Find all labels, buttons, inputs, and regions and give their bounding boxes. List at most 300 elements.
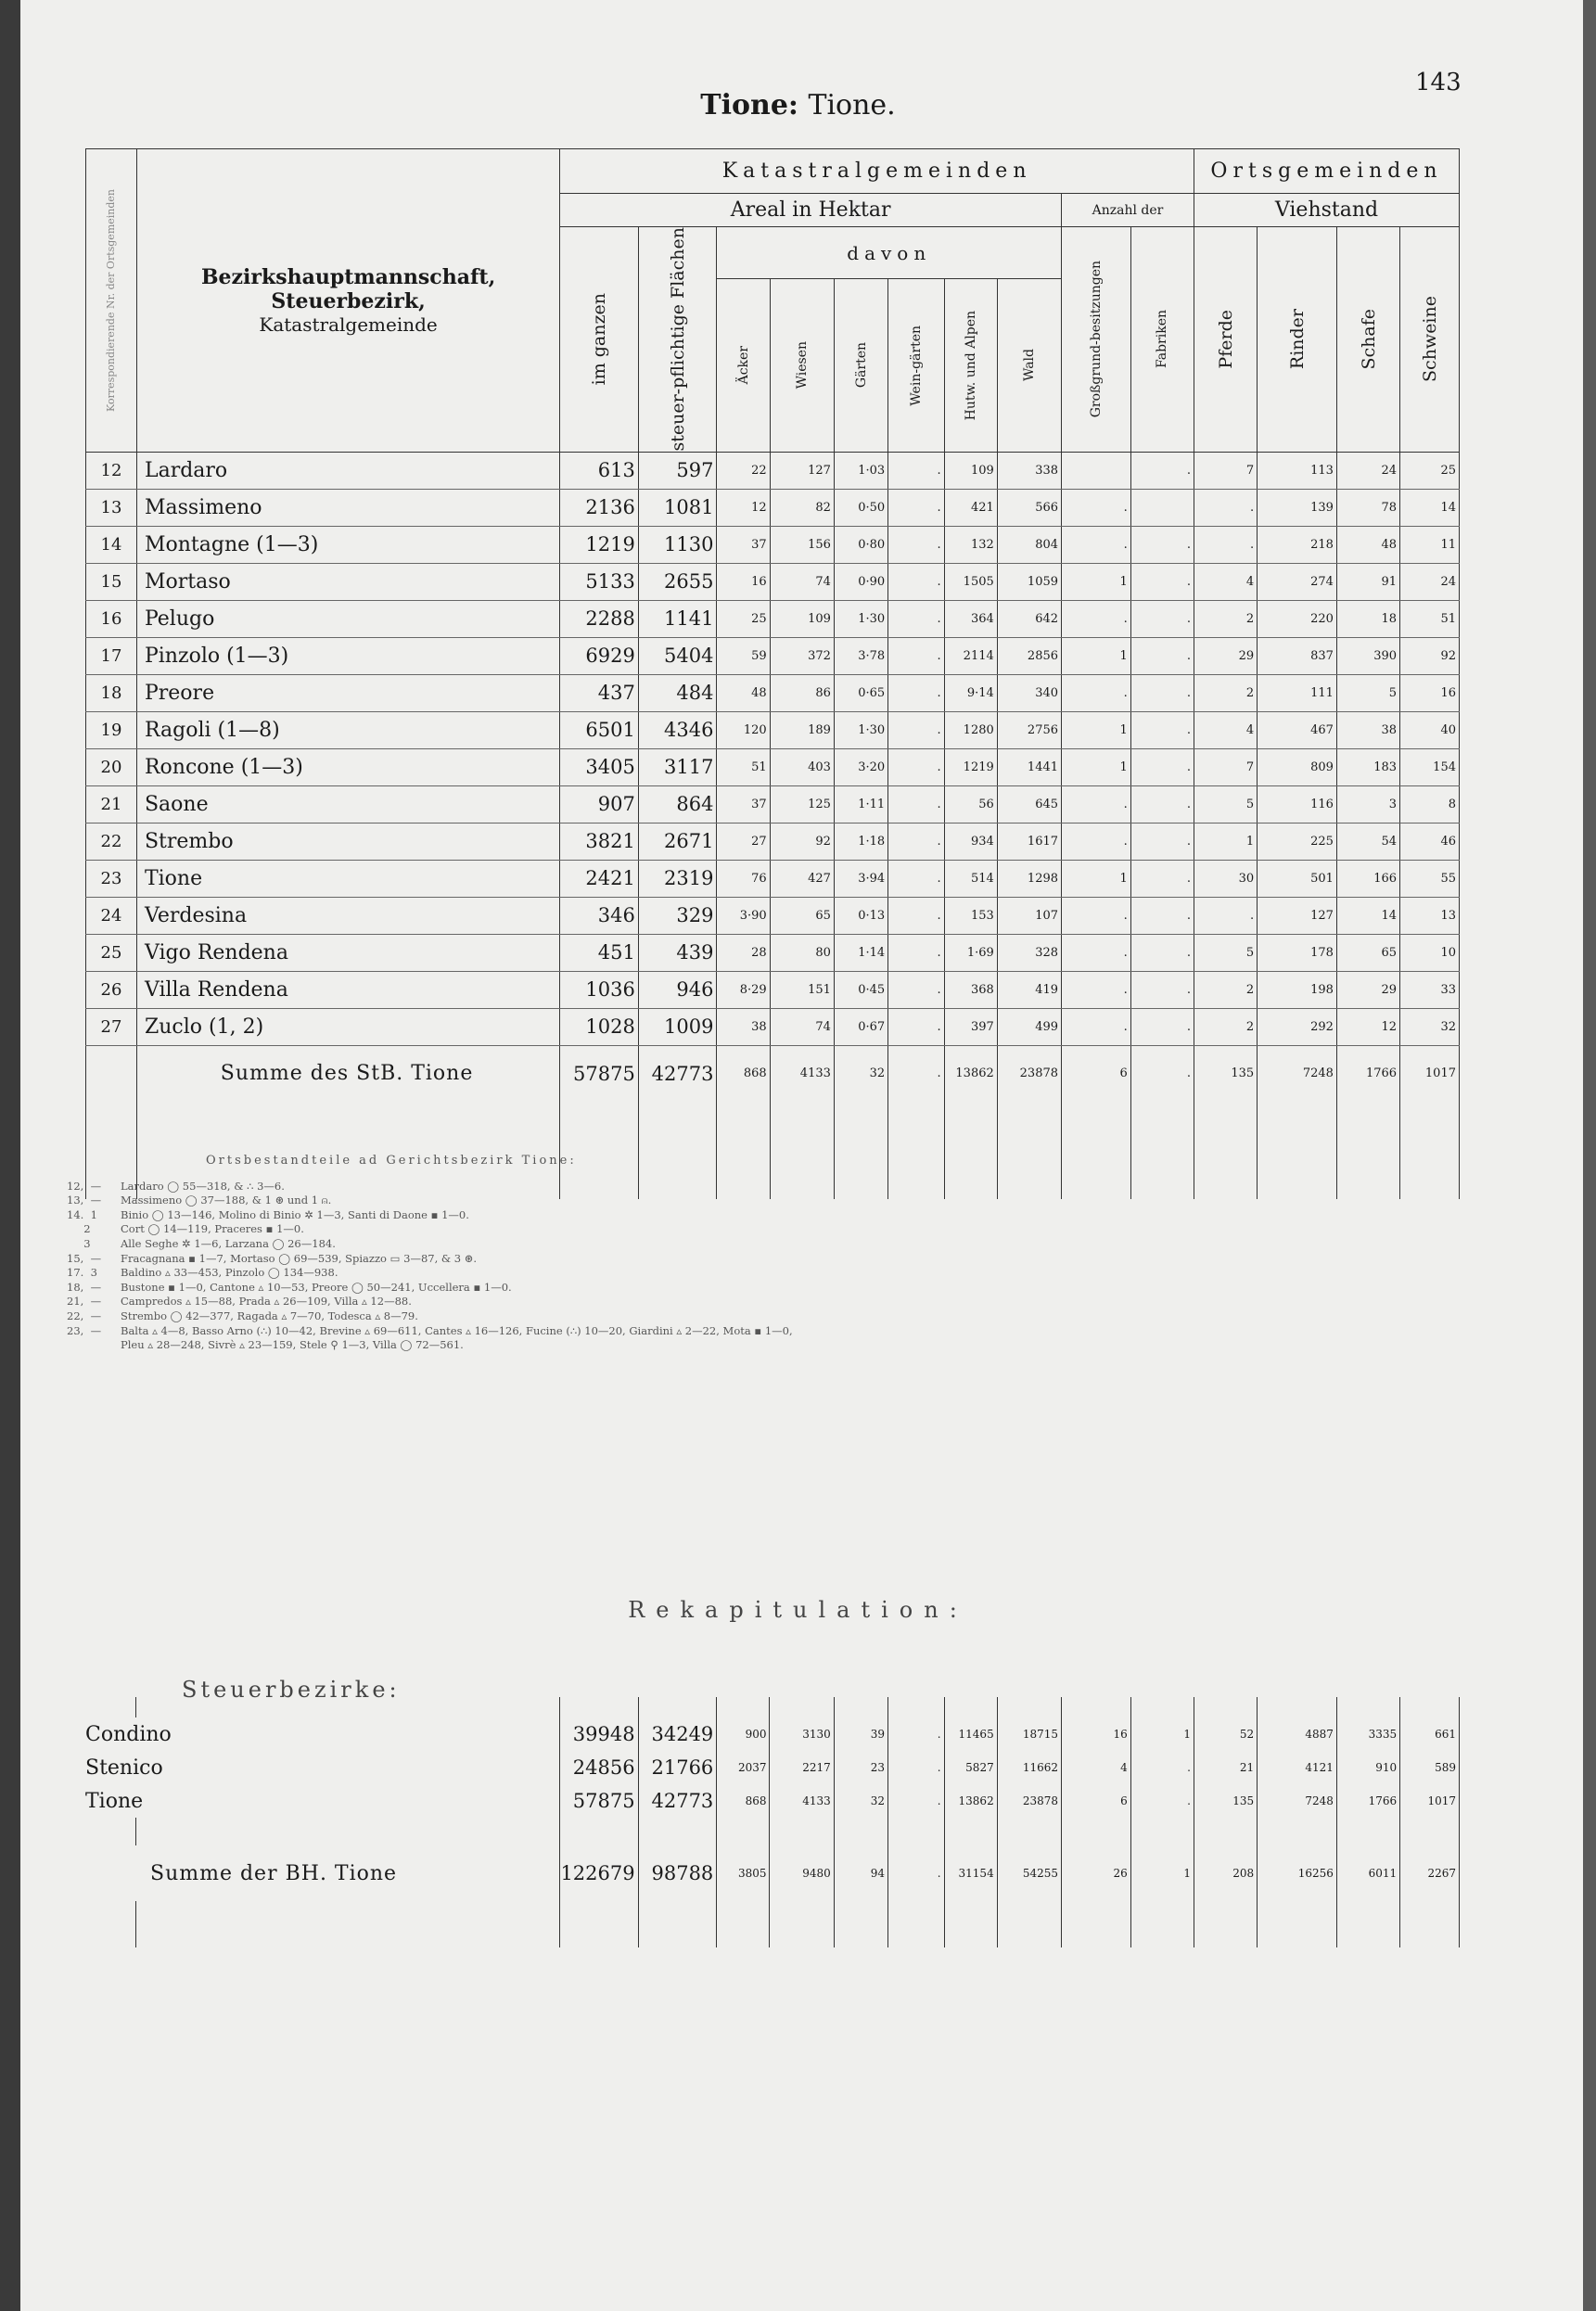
blank-cell [1336, 1818, 1399, 1845]
rekap-head-row [85, 1697, 1460, 1717]
col-schafe: Schafe [1336, 227, 1399, 453]
row-value: 111 [1258, 674, 1337, 711]
row-value: . [1130, 823, 1194, 860]
rekap-value: 1017 [1400, 1784, 1460, 1818]
row-value: 59 [717, 637, 770, 674]
rekap-value: . [888, 1784, 944, 1818]
rekap-value: 39948 [559, 1717, 638, 1751]
note-text: Campredos ▵ 15—88, Prada ▵ 26—109, Villa ▵ 12—88. [121, 1295, 412, 1309]
row-value: . [1194, 526, 1258, 563]
blank-cell [136, 1818, 559, 1845]
row-value: 837 [1258, 637, 1337, 674]
row-value: 934 [944, 823, 997, 860]
row-value: . [1130, 674, 1194, 711]
note-line [67, 1222, 1504, 1237]
blank-cell [888, 1697, 944, 1717]
col-steuerpflichtig: steuer-pflichtige Flächen [638, 227, 717, 453]
row-value: 22 [717, 452, 770, 489]
rekap-sum-value: 26 [1062, 1845, 1131, 1901]
col-hutweiden: Hutw. und Alpen [944, 279, 997, 452]
row-value: . [888, 452, 944, 489]
row-value: 329 [638, 897, 717, 934]
blank-cell [944, 1818, 997, 1845]
row-value: 40 [1400, 711, 1460, 748]
row-value: 1·03 [834, 452, 887, 489]
row-value: 6929 [560, 637, 639, 674]
sum-value: 32 [834, 1045, 887, 1102]
rekap-value: 5827 [944, 1751, 997, 1784]
rekap-value: 39 [834, 1717, 887, 1751]
row-value: 274 [1258, 563, 1337, 600]
row-name: Villa Rendena [136, 971, 559, 1008]
row-value: 1505 [944, 563, 997, 600]
blank-cell [1258, 1697, 1337, 1717]
row-value: 14 [1400, 489, 1460, 526]
row-value: 37 [717, 526, 770, 563]
row-value: 1130 [638, 526, 717, 563]
row-value: . [1062, 823, 1131, 860]
row-value: 74 [770, 1008, 834, 1045]
row-value: . [1062, 897, 1131, 934]
col-rinder: Rinder [1258, 227, 1337, 453]
row-value: 1617 [997, 823, 1061, 860]
rekap-name: Condino [85, 1717, 559, 1751]
row-value: 907 [560, 785, 639, 823]
row-value: 78 [1336, 489, 1399, 526]
row-value: . [1130, 860, 1194, 897]
row-value: 1028 [560, 1008, 639, 1045]
row-value: 2 [1194, 674, 1258, 711]
row-number: 26 [86, 971, 137, 1008]
row-value: 24 [1336, 452, 1399, 489]
col-pferde: Pferde [1194, 227, 1258, 453]
row-name: Saone [136, 785, 559, 823]
row-value: 18 [1336, 600, 1399, 637]
sum-value: 42773 [638, 1045, 717, 1102]
note-line [67, 1194, 1504, 1208]
rekap-gap-row [85, 1818, 1460, 1845]
row-value: 499 [997, 1008, 1061, 1045]
rekap-value: 4121 [1258, 1751, 1337, 1784]
row-value: . [888, 897, 944, 934]
row-name: Pelugo [136, 600, 559, 637]
rekap-value: 6 [1062, 1784, 1131, 1818]
row-value: 1298 [997, 860, 1061, 897]
blank-cell [638, 1901, 717, 1947]
rekap-value: . [1130, 1751, 1194, 1784]
row-value: 1·11 [834, 785, 887, 823]
row-value: 218 [1258, 526, 1337, 563]
blank-cell [559, 1697, 638, 1717]
row-value: . [1062, 1008, 1131, 1045]
blank-cell [1130, 1697, 1194, 1717]
row-value: 642 [997, 600, 1061, 637]
blank-cell [1194, 1901, 1257, 1947]
row-value: 1 [1062, 637, 1131, 674]
row-number: 18 [86, 674, 137, 711]
rekap-row [85, 1717, 1460, 1751]
row-value: 109 [770, 600, 834, 637]
row-name: Ragoli (1—8) [136, 711, 559, 748]
row-name: Lardaro [136, 452, 559, 489]
blank-cell [1062, 1901, 1131, 1947]
row-value: . [888, 785, 944, 823]
sum-value: 135 [1194, 1045, 1258, 1102]
row-value: 7 [1194, 748, 1258, 785]
row-number: 19 [86, 711, 137, 748]
sum-value: 6 [1062, 1045, 1131, 1102]
note-line [67, 1237, 1504, 1252]
row-value: . [1194, 489, 1258, 526]
rekap-sum-value: 6011 [1336, 1845, 1399, 1901]
col-im-ganzen: im ganzen [560, 227, 639, 453]
rekap-value: 900 [717, 1717, 770, 1751]
table-row [86, 489, 1460, 526]
blank-cell [85, 1697, 136, 1717]
group-ortsgemeinden: Ortsgemeinden [1194, 149, 1460, 194]
note-key: 22, — [67, 1309, 102, 1322]
row-value: 10 [1400, 934, 1460, 971]
row-value: . [1130, 934, 1194, 971]
rekap-value: 2217 [770, 1751, 834, 1784]
viehstand-header: Viehstand [1194, 194, 1460, 227]
row-name: Pinzolo (1—3) [136, 637, 559, 674]
note-key: 17. 3 [67, 1266, 97, 1280]
rekap-sum-row [85, 1845, 1460, 1901]
rekap-value: 661 [1400, 1717, 1460, 1751]
row-value: 125 [770, 785, 834, 823]
note-key: 21, — [67, 1295, 102, 1309]
col-grossgrund: Großgrund-besitzungen [1062, 227, 1131, 453]
row-value: 178 [1258, 934, 1337, 971]
row-value: 2319 [638, 860, 717, 897]
col-nr-header: Korrespondierende Nr. der Ortsgemeinden [86, 149, 137, 453]
row-value: . [1130, 897, 1194, 934]
row-value: 189 [770, 711, 834, 748]
row-value: 46 [1400, 823, 1460, 860]
row-value: 3·94 [834, 860, 887, 897]
row-value: 80 [770, 934, 834, 971]
row-value: 3405 [560, 748, 639, 785]
rekapitulation-table [85, 1697, 1460, 1947]
row-value: 92 [1400, 637, 1460, 674]
row-value: . [1130, 711, 1194, 748]
rekap-value: . [1130, 1784, 1194, 1818]
row-value: 340 [997, 674, 1061, 711]
row-value: . [1130, 1008, 1194, 1045]
rekap-value: 4 [1062, 1751, 1131, 1784]
row-value: 864 [638, 785, 717, 823]
row-value: 427 [770, 860, 834, 897]
row-value: . [1194, 897, 1258, 934]
note-key: 2 [67, 1222, 91, 1236]
row-value: 156 [770, 526, 834, 563]
row-value: 3·90 [717, 897, 770, 934]
rekap-value: . [888, 1717, 944, 1751]
note-text: Lardaro ◯ 55—318, & ∴ 3—6. [121, 1179, 285, 1193]
row-value: 139 [1258, 489, 1337, 526]
blank-cell [1258, 1818, 1337, 1845]
row-value: 24 [1400, 563, 1460, 600]
blank-cell [770, 1901, 834, 1947]
note-line [67, 1208, 1504, 1223]
row-value: 5 [1194, 785, 1258, 823]
rekap-sum-value: 208 [1194, 1845, 1257, 1901]
note-key: 18, — [67, 1280, 102, 1294]
row-value: 368 [944, 971, 997, 1008]
row-value: . [1130, 785, 1194, 823]
row-value: 451 [560, 934, 639, 971]
row-value: 1009 [638, 1008, 717, 1045]
row-value: 3·20 [834, 748, 887, 785]
row-value: 403 [770, 748, 834, 785]
row-value: 292 [1258, 1008, 1337, 1045]
row-value: 86 [770, 674, 834, 711]
steuerbezirke-label: Steuerbezirke: [182, 1677, 401, 1703]
rekap-value: 3335 [1336, 1717, 1399, 1751]
blank-cell [1336, 1697, 1399, 1717]
blank-cell [717, 1697, 770, 1717]
blank-cell [770, 1697, 834, 1717]
table-row [86, 674, 1460, 711]
rekap-value: 23 [834, 1751, 887, 1784]
note-text: Cort ◯ 14—119, Praceres ▪ 1—0. [121, 1222, 304, 1236]
sum-value: 23878 [997, 1045, 1061, 1102]
row-value: . [888, 489, 944, 526]
rekap-name: Tione [85, 1784, 559, 1818]
table-row [86, 897, 1460, 934]
row-value: 27 [717, 823, 770, 860]
row-value: 109 [944, 452, 997, 489]
row-value: 2288 [560, 600, 639, 637]
rekap-value: 32 [834, 1784, 887, 1818]
rekap-value: 11662 [997, 1751, 1061, 1784]
rekap-sum-value: 9480 [770, 1845, 834, 1901]
row-value: . [1062, 785, 1131, 823]
row-value: . [1062, 971, 1131, 1008]
blank-cell [1062, 1697, 1131, 1717]
row-value: 346 [560, 897, 639, 934]
rekap-sum-value: 3805 [717, 1845, 770, 1901]
row-value: 6501 [560, 711, 639, 748]
row-value: 25 [1400, 452, 1460, 489]
note-key: 12, — [67, 1179, 102, 1193]
table-row [86, 563, 1460, 600]
row-value: 5 [1336, 674, 1399, 711]
row-value: 597 [638, 452, 717, 489]
row-value: 514 [944, 860, 997, 897]
row-value: 153 [944, 897, 997, 934]
note-line [67, 1281, 1504, 1296]
rekap-value: 910 [1336, 1751, 1399, 1784]
rekap-sum-value: 31154 [944, 1845, 997, 1901]
row-value: 1 [1062, 563, 1131, 600]
row-value: 51 [1400, 600, 1460, 637]
row-value: 225 [1258, 823, 1337, 860]
row-value: 16 [1400, 674, 1460, 711]
row-value: 132 [944, 526, 997, 563]
sum-value: 4133 [770, 1045, 834, 1102]
blank-cell [997, 1901, 1061, 1947]
row-value: 116 [1258, 785, 1337, 823]
row-value: 2671 [638, 823, 717, 860]
row-value: 1 [1062, 748, 1131, 785]
row-value: 364 [944, 600, 997, 637]
row-value: 0·45 [834, 971, 887, 1008]
blank-cell [136, 1697, 559, 1717]
row-value: 48 [717, 674, 770, 711]
row-value: 74 [770, 563, 834, 600]
row-value: . [1130, 748, 1194, 785]
note-text: Baldino ▵ 33—453, Pinzolo ◯ 134—938. [121, 1266, 338, 1280]
row-value: 16 [717, 563, 770, 600]
sum-value: 1017 [1400, 1045, 1460, 1102]
row-value: 397 [944, 1008, 997, 1045]
rekap-sum-value: 98788 [638, 1845, 717, 1901]
note-text: Binio ◯ 13—146, Molino di Binio ✲ 1—3, Santi di Daone ▪ 1—0. [121, 1207, 469, 1221]
blank-cell [888, 1818, 944, 1845]
note-key: 13, — [67, 1194, 102, 1207]
row-value: 48 [1336, 526, 1399, 563]
row-value: 0·65 [834, 674, 887, 711]
row-value: . [888, 1008, 944, 1045]
rekap-value: 18715 [997, 1717, 1061, 1751]
row-number: 12 [86, 452, 137, 489]
sum-label: Summe des StB. Tione [136, 1045, 559, 1102]
rekapitulation-heading: Rekapitulation: [628, 1597, 968, 1623]
blank-cell [1130, 1818, 1194, 1845]
row-value: 56 [944, 785, 997, 823]
row-value: 29 [1194, 637, 1258, 674]
row-name: Montagne (1—3) [136, 526, 559, 563]
row-value: 0·80 [834, 526, 887, 563]
blank-cell [997, 1697, 1061, 1717]
row-value: 220 [1258, 600, 1337, 637]
title-bold: Tione: [700, 89, 798, 121]
title-light: Tione. [808, 89, 896, 121]
row-value: 372 [770, 637, 834, 674]
rekap-name: Stenico [85, 1751, 559, 1784]
row-name: Verdesina [136, 897, 559, 934]
note-line [67, 1295, 1504, 1309]
table-row [86, 823, 1460, 860]
rekap-value: 42773 [638, 1784, 717, 1818]
row-value: . [1130, 526, 1194, 563]
blank-cell [85, 1901, 136, 1947]
ortsbestandteile-notes [67, 1154, 1504, 1353]
row-value: 4 [1194, 711, 1258, 748]
table-row [86, 600, 1460, 637]
rekap-value: 4133 [770, 1784, 834, 1818]
sum-spacer [86, 1045, 137, 1102]
row-value: 91 [1336, 563, 1399, 600]
row-value: 65 [1336, 934, 1399, 971]
row-name: Roncone (1—3) [136, 748, 559, 785]
row-value: 113 [1258, 452, 1337, 489]
rekap-value: 52 [1194, 1717, 1257, 1751]
row-name: Preore [136, 674, 559, 711]
row-value: . [888, 637, 944, 674]
blank-cell [997, 1818, 1061, 1845]
row-value: 12 [1336, 1008, 1399, 1045]
row-value: 1141 [638, 600, 717, 637]
row-value: 5 [1194, 934, 1258, 971]
col-wiesen: Wiesen [770, 279, 834, 452]
row-value: 1 [1062, 711, 1131, 748]
rekap-value: 13862 [944, 1784, 997, 1818]
row-value: 32 [1400, 1008, 1460, 1045]
col-weingaerten: Wein-gärten [888, 279, 944, 452]
row-value: 25 [717, 600, 770, 637]
note-line [67, 1324, 1504, 1339]
col-gaerten: Gärten [834, 279, 887, 452]
anzahl-header: Anzahl der [1062, 194, 1194, 227]
row-value: 566 [997, 489, 1061, 526]
row-number: 20 [86, 748, 137, 785]
row-value: 467 [1258, 711, 1337, 748]
rekap-sum-value: 1 [1130, 1845, 1194, 1901]
col-fabriken: Fabriken [1130, 227, 1194, 453]
rekap-value: 21 [1194, 1751, 1257, 1784]
row-value: 107 [997, 897, 1061, 934]
row-name: Massimeno [136, 489, 559, 526]
blank-cell [1194, 1697, 1257, 1717]
row-value [1062, 452, 1131, 489]
row-value: 82 [770, 489, 834, 526]
row-value: 804 [997, 526, 1061, 563]
row-value: 1219 [560, 526, 639, 563]
row-value: 8 [1400, 785, 1460, 823]
row-number: 25 [86, 934, 137, 971]
row-value: 1036 [560, 971, 639, 1008]
row-value: 11 [1400, 526, 1460, 563]
table-row [86, 711, 1460, 748]
row-value: . [888, 823, 944, 860]
row-value: . [1062, 600, 1131, 637]
row-value: 437 [560, 674, 639, 711]
note-text: Pleu ▵ 28—248, Sivrè ▵ 23—159, Stele ⚲ 1—3, Villa ◯ 72—561. [121, 1338, 464, 1352]
row-value: . [1130, 563, 1194, 600]
notes-heading: Ortsbestandteile ad Gerichtsbezirk Tione: [206, 1154, 577, 1168]
row-value: 1·14 [834, 934, 887, 971]
row-value: . [1062, 489, 1131, 526]
row-value: 421 [944, 489, 997, 526]
rekap-value: 589 [1400, 1751, 1460, 1784]
row-value: 439 [638, 934, 717, 971]
row-number: 13 [86, 489, 137, 526]
note-key: 15, — [67, 1251, 102, 1265]
page-number: 143 [1415, 69, 1462, 96]
col-schweine: Schweine [1400, 227, 1460, 453]
row-value: . [888, 748, 944, 785]
blank-cell [944, 1697, 997, 1717]
blank-cell [559, 1818, 638, 1845]
group-katastralgemeinden: Katastralgemeinden [560, 149, 1194, 194]
blank-cell [1258, 1901, 1337, 1947]
row-value: 0·67 [834, 1008, 887, 1045]
table-row [86, 785, 1460, 823]
row-value: 645 [997, 785, 1061, 823]
blank-cell [834, 1901, 887, 1947]
row-value: 390 [1336, 637, 1399, 674]
row-value: 33 [1400, 971, 1460, 1008]
row-value: 0·90 [834, 563, 887, 600]
row-value: 2655 [638, 563, 717, 600]
row-name: Vigo Rendena [136, 934, 559, 971]
rekap-value: 2037 [717, 1751, 770, 1784]
blank-cell [717, 1901, 770, 1947]
sum-value: 13862 [944, 1045, 997, 1102]
